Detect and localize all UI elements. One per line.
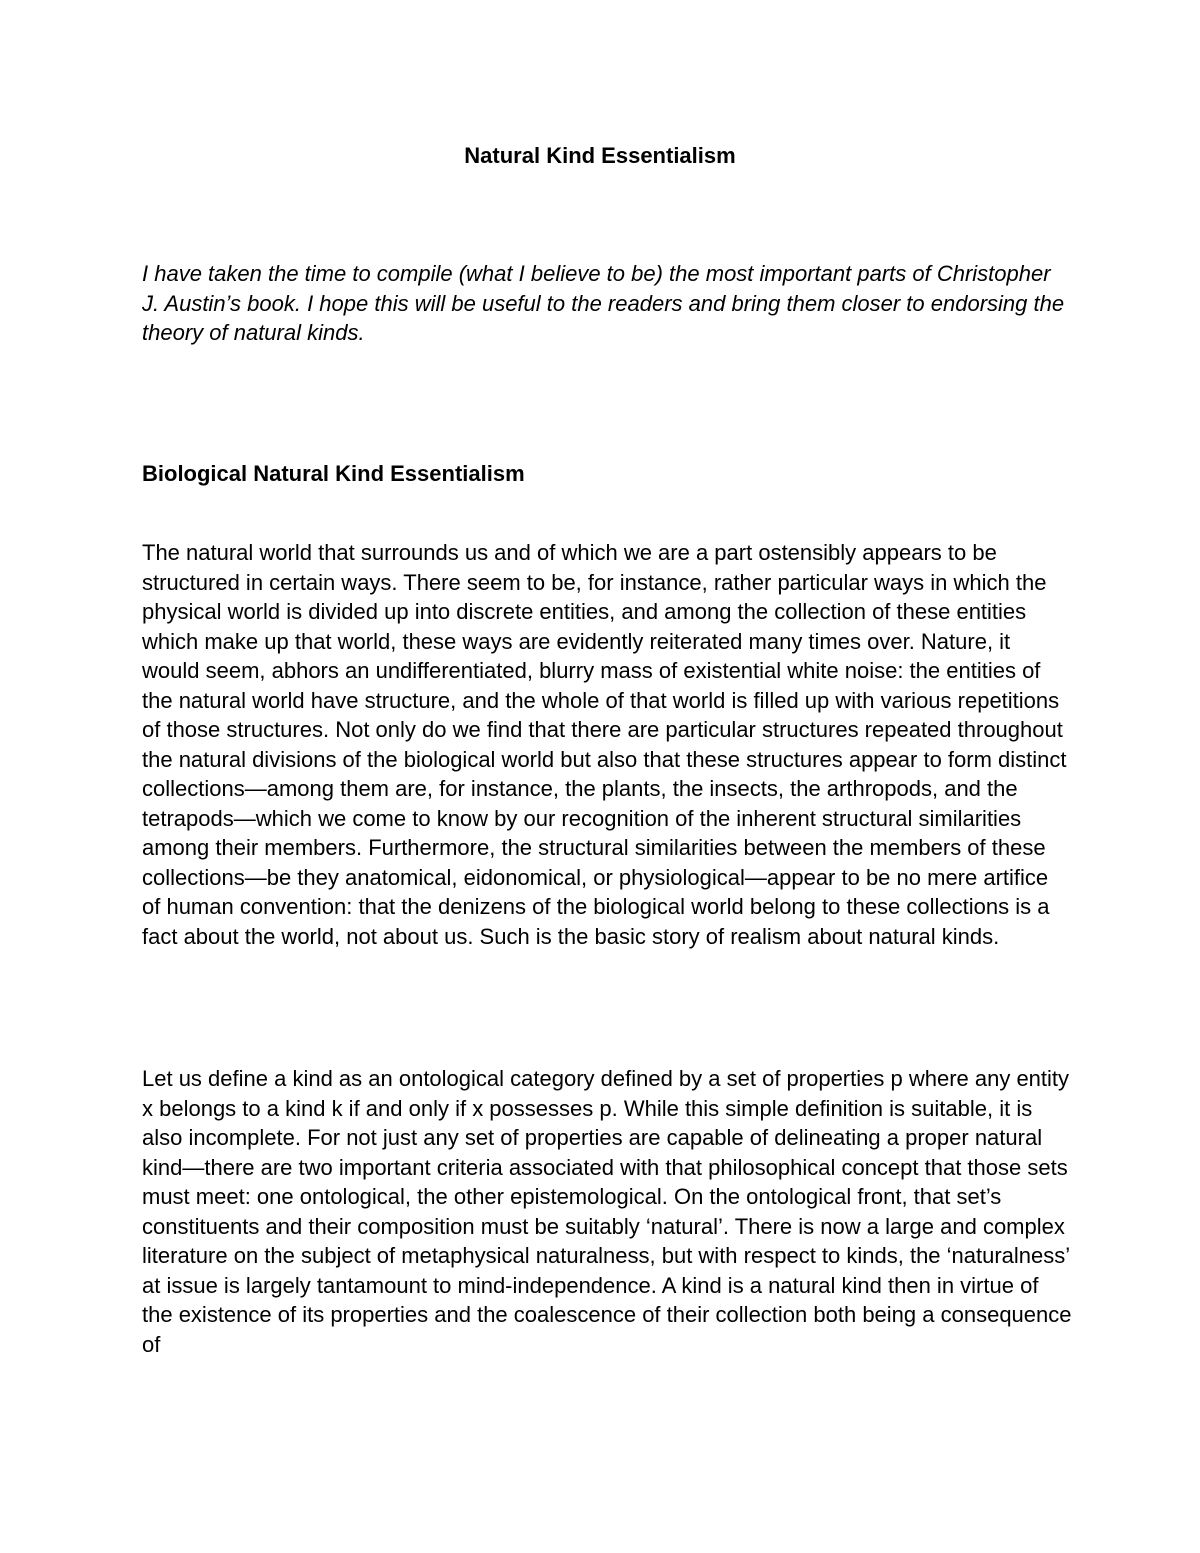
body-paragraph-1: The natural world that surrounds us and of which we are a part ostensibly appears to be structured in certain ways. There seem to be, for instance, rather particular ways in which the physical world is divided up into discrete entities, and among the collection of these entities which make up that world, these ways are evidently reiterated many times over. Nature, it would seem, abhors an undifferentiated, blurry mass of existential white noise: the entities of the natural world have structure, and the whole of that world is filled up with various repetitions of those structures. Not only do we find that there are particular structures repeated throughout the natural divisions of the biological world but also that these structures appear to form distinct collections—among them are, for instance, the plants, the insects, the arthropods, and the tetrapods—which we come to know by our recognition of the inherent structural similarities among their members. Furthermore, the structural similarities between the members of these collections—be they anatomical, eidonomical, or physiological—appear to be no mere artifice of human convention: that the denizens of the biological world belong to these collections is a fact about the world, not about us. Such is the basic story of realism about natural kinds.: [142, 540, 1067, 949]
intro-note: I have taken the time to compile (what I believe to be) the most important parts of Christopher J. Austin’s book. I hope this will be useful to the readers and bring them closer to endorsing the theory of natural kinds.: [142, 261, 1065, 345]
document-title: Natural Kind Essentialism: [464, 143, 736, 168]
body-paragraph-2: Let us define a kind as an ontological category defined by a set of properties p where any entity x belongs to a kind k if and only if x possesses p. While this simple definition is suitable, it is also incomplete. For not just any set of properties are capable of delineating a proper natural kind—there are two important criteria associated with that philosophical concept that those sets must meet: one ontological, the other epistemological. On the ontological front, that set’s constituents and their composition must be suitably ‘natural’. There is now a large and complex literature on the subject of metaphysical naturalness, but with respect to kinds, the ‘naturalness’ at issue is largely tantamount to mind-independence. A kind is a natural kind then in virtue of the existence of its properties and the coalescence of their collection both being a consequence of: [142, 1066, 1072, 1357]
section-heading: Biological Natural Kind Essentialism: [142, 461, 525, 486]
